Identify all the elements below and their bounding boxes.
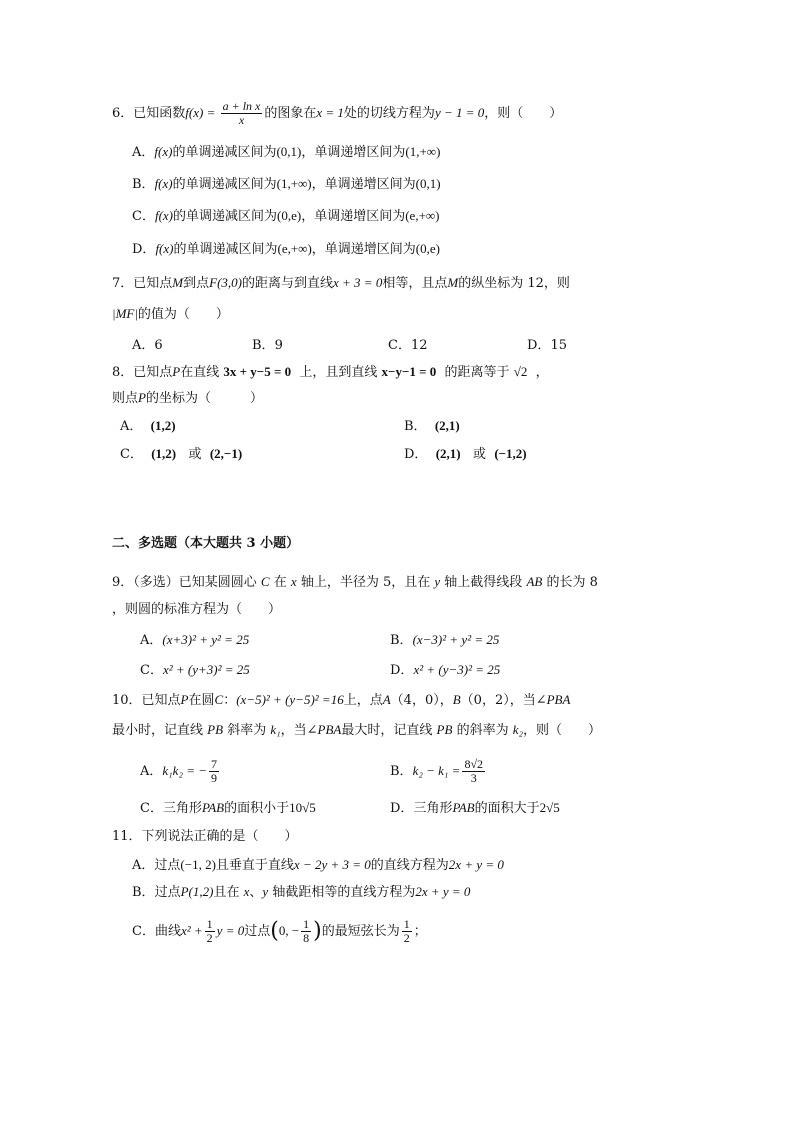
q9-text: 9．（多选）已知某圆圆心: [112, 575, 257, 590]
option-func: f(x): [154, 144, 173, 159]
q8-option-d[interactable]: [404, 444, 527, 465]
frac-num: 1: [303, 917, 310, 931]
option-or: 或: [188, 447, 202, 462]
q8-text: 的距离等于: [444, 365, 510, 380]
option-label: D．: [404, 447, 428, 462]
q9-option-b[interactable]: [390, 630, 499, 651]
option-value: 2√5: [539, 800, 560, 815]
q10-circle-eq: (x−5)² + (y−5)² =16: [236, 692, 344, 707]
q11-stem: 11．下列说法正确的是（ ）: [112, 829, 298, 844]
q10-text: ，则（ ）: [523, 723, 602, 738]
frac-num: 8√2: [464, 757, 484, 771]
option-text: 三角形: [413, 801, 453, 816]
q6-eq: y − 1 = 0: [434, 105, 485, 120]
q6-text-c: 处的切线方程为: [343, 106, 435, 121]
q8-distance: √2: [513, 364, 528, 379]
q10-option-b[interactable]: [390, 758, 487, 785]
option-label: C．: [140, 801, 163, 816]
q10-text: 10．已知点: [112, 693, 181, 708]
option-point: P(1,2): [180, 884, 214, 899]
q11-option-c[interactable]: [132, 918, 427, 945]
option-curve: y = 0: [216, 923, 245, 938]
option-label: A．: [132, 145, 155, 160]
option-label: B．: [390, 633, 413, 648]
q9-option-a[interactable]: [140, 630, 249, 651]
option-value: (2,1): [434, 418, 460, 433]
option-text: 的面积大于: [474, 801, 540, 816]
q7-text: 到点: [183, 276, 210, 291]
option-value: (2,1): [435, 446, 461, 461]
option-text: 的单调递减区间为: [173, 242, 278, 257]
left-paren: (: [270, 918, 279, 944]
option-value: (−1,2): [494, 446, 527, 461]
option-expr: (x−3)² + y² = 25: [412, 632, 500, 647]
q10-text: 最大时，记直线: [341, 723, 433, 738]
section-heading: 二、多选题（本大题共 3 小题）: [112, 536, 300, 551]
option-value: 6: [154, 338, 163, 353]
q10-text: ，当: [280, 723, 307, 738]
q8-text: 8．已知点: [112, 365, 173, 380]
option-expr: k₂ − k₁ =: [412, 763, 461, 778]
q7-text: 7．已知点: [112, 276, 173, 291]
frac-den: 2: [403, 931, 410, 945]
option-text: 轴截距相等的直线方程为: [272, 885, 416, 900]
option-text: 过点: [244, 924, 271, 939]
option-label: C．: [120, 447, 143, 462]
option-label: D．: [527, 338, 551, 353]
option-text: 且在: [213, 885, 240, 900]
option-expr: (x+3)² + y² = 25: [162, 632, 250, 647]
q10-point-p: P: [180, 692, 189, 707]
q7-line: x + 3 = 0: [333, 275, 383, 290]
option-interval: (1,+∞): [405, 144, 441, 159]
option-fraction: [301, 918, 311, 945]
q7-point-m: M: [447, 275, 459, 290]
q9-x: x: [290, 574, 297, 589]
q8-option-b[interactable]: [404, 416, 460, 437]
option-or: 或: [473, 447, 487, 462]
q10-pb: PB: [207, 722, 224, 737]
option-expr: x² + (y+3)² = 25: [162, 662, 250, 677]
option-text: 的直线方程为: [370, 858, 449, 873]
option-value: 9: [274, 338, 283, 353]
q10-point-a: A: [382, 692, 391, 707]
option-triangle: PAB: [201, 800, 225, 815]
q8-text: 上，且到直线: [299, 365, 378, 380]
option-label: C．: [388, 338, 411, 353]
q9-ab: AB: [526, 574, 543, 589]
option-fraction: [205, 918, 215, 945]
option-label: C．: [140, 663, 163, 678]
q6-func: f(x) =: [185, 105, 219, 120]
option-label: A．: [120, 419, 143, 434]
q7-text: 的值为（ ）: [137, 307, 229, 322]
q10-text: ：: [223, 693, 237, 708]
q10-angle: ∠PBA: [535, 692, 571, 707]
option-interval: (1,+∞): [276, 176, 312, 191]
option-text: 曲线: [154, 924, 181, 939]
option-text: ，单调递增区间为: [301, 209, 406, 224]
option-value: (1,2): [150, 418, 176, 433]
q7-stem-line2: [112, 304, 229, 325]
q9-y: y: [434, 574, 441, 589]
q10-text: 在圆: [188, 693, 215, 708]
q6-frac-num: a + ln x: [222, 99, 261, 113]
option-fraction: [402, 918, 412, 945]
q9-text: 在: [273, 575, 287, 590]
option-answer: 2x + y = 0: [448, 857, 504, 872]
option-text: 的最短弦长为: [321, 924, 400, 939]
q10-stem-line1: [112, 690, 570, 711]
option-triangle: PAB: [452, 800, 475, 815]
q8-text: 在直线: [180, 365, 220, 380]
option-label: B．: [132, 885, 155, 900]
option-interval: (0,1): [415, 176, 441, 191]
option-value: (2,−1): [209, 446, 243, 461]
q6-option-a[interactable]: [132, 142, 440, 163]
q9-text: 轴上截得线段: [444, 575, 523, 590]
option-text: 且垂直于直线: [215, 858, 294, 873]
option-curve: x² +: [180, 923, 203, 938]
option-value: 10√5: [289, 800, 316, 815]
frac-den: 9: [211, 771, 218, 785]
option-label: B．: [404, 419, 427, 434]
q11-option-a[interactable]: [132, 855, 504, 876]
q7-option-b[interactable]: [252, 336, 283, 356]
option-label: C．: [132, 209, 155, 224]
q8-text: ，: [535, 365, 549, 380]
q10-text: 最小时，记直线: [112, 723, 204, 738]
q9-option-d[interactable]: [390, 660, 500, 681]
option-fraction: [462, 758, 485, 785]
q9-text: 的长为 8: [546, 575, 598, 590]
q7-point-m: M: [172, 275, 184, 290]
q7-option-a[interactable]: [132, 336, 163, 356]
option-interval: (0,e): [277, 208, 302, 223]
option-text: 的单调递减区间为: [173, 209, 278, 224]
q9-stem-line2: ，则圆的标准方程为（ ）: [112, 602, 282, 617]
q7-option-d[interactable]: [527, 336, 567, 356]
q6-stem: [112, 100, 562, 127]
option-text: 过点: [154, 858, 181, 873]
option-label: C．: [132, 924, 155, 939]
q10-text: 上，点: [343, 693, 383, 708]
q10-option-a[interactable]: [140, 758, 221, 785]
option-text: 的单调递减区间为: [172, 177, 277, 192]
q6-option-c[interactable]: [132, 206, 440, 227]
q7-abs-mf: |MF|: [112, 306, 138, 321]
option-text: 的面积小于: [224, 801, 290, 816]
q11-option-b[interactable]: [132, 882, 470, 903]
q10-stem-line2: [112, 720, 601, 741]
option-text: ，单调递增区间为: [301, 145, 406, 160]
option-label: D．: [132, 242, 156, 257]
option-text: 的单调递减区间为: [172, 145, 277, 160]
option-value: 12: [410, 338, 428, 353]
option-label: B．: [132, 177, 155, 192]
option-y: y: [262, 884, 269, 899]
option-line: x − 2y + 3 = 0: [293, 857, 371, 872]
option-point: 0, −: [278, 923, 300, 938]
frac-den: 2: [206, 931, 213, 945]
q10-text: （0，2），当: [460, 693, 536, 708]
q8-line1: 3x + y−5 = 0: [223, 364, 292, 379]
q10-point-b: B: [452, 692, 461, 707]
option-text: 、: [249, 885, 263, 900]
right-paren: ): [313, 918, 322, 944]
q7-option-c[interactable]: [388, 336, 428, 356]
option-text: 过点: [154, 885, 181, 900]
option-label: A．: [140, 633, 163, 648]
q8-point-p: P: [172, 364, 181, 379]
frac-num: 1: [403, 917, 410, 931]
q7-text: 的距离与到直线: [242, 276, 334, 291]
option-interval: (e,+∞): [405, 208, 440, 223]
option-answer: 2x + y = 0: [415, 884, 471, 899]
option-label: A．: [140, 764, 163, 779]
q10-text: 的斜率为: [456, 723, 509, 738]
q6-option-d[interactable]: [132, 239, 440, 260]
q9-center: C: [260, 574, 270, 589]
option-text: ，单调递增区间为: [311, 177, 416, 192]
q6-text-b: 的图象在: [264, 106, 317, 121]
option-text: ，单调递增区间为: [311, 242, 416, 257]
q10-circle-c: C: [214, 692, 224, 707]
option-interval: (e,+∞): [277, 241, 312, 256]
option-func: f(x): [154, 176, 173, 191]
option-interval: (0,1): [276, 144, 302, 159]
option-expr: x² + (y−3)² = 25: [413, 662, 501, 677]
option-x: x: [243, 884, 250, 899]
q7-text: 相等，且点: [382, 276, 448, 291]
q9-stem-line1: [112, 572, 598, 593]
option-label: D．: [390, 663, 414, 678]
option-text: ；: [413, 924, 427, 939]
q8-line2: x−y−1 = 0: [381, 364, 437, 379]
q10-text: （4，0），: [390, 693, 453, 708]
q8-point-p: P: [138, 390, 146, 405]
q6-text: 6．已知函数: [112, 106, 186, 121]
option-func: f(x): [155, 241, 174, 256]
q10-option-d[interactable]: [390, 798, 560, 819]
option-label: D．: [390, 801, 414, 816]
option-label: B．: [390, 764, 413, 779]
q6-fraction: [221, 100, 263, 127]
option-func: f(x): [154, 208, 173, 223]
q6-cond: x = 1: [316, 105, 344, 120]
q9-text: 轴上，半径为 5，且在: [300, 575, 431, 590]
q6-text-d: ，则（ ）: [484, 106, 563, 121]
q10-option-c[interactable]: [140, 798, 316, 819]
option-point: (−1, 2): [180, 857, 216, 872]
frac-den: 8: [303, 931, 310, 945]
q10-angle: ∠PBA: [306, 722, 342, 737]
option-expr: k₁k₂ = −: [162, 763, 208, 778]
q8-stem-line1: [112, 362, 549, 383]
option-interval: (0,e): [415, 241, 440, 256]
q7-point-f: F(3,0): [209, 275, 242, 290]
q10-k2: k₂: [512, 722, 524, 737]
frac-num: 1: [206, 917, 213, 931]
frac-den: 3: [470, 771, 477, 785]
q9-option-c[interactable]: [140, 660, 250, 681]
q10-k1: k₁: [270, 722, 281, 737]
q8-option-a[interactable]: [120, 416, 176, 437]
option-text: 三角形: [162, 801, 202, 816]
option-label: A．: [132, 858, 155, 873]
q7-stem-line1: [112, 273, 570, 294]
option-label: A．: [132, 338, 155, 353]
option-label: B．: [252, 338, 275, 353]
q6-frac-den: x: [238, 113, 245, 127]
q10-text: 斜率为: [227, 723, 267, 738]
q8-stem-line2: [112, 388, 263, 409]
option-value: (1,2): [151, 446, 177, 461]
q7-text: 的纵坐标为 12，则: [458, 276, 570, 291]
option-value: 15: [550, 338, 567, 353]
frac-num: 7: [211, 757, 218, 771]
option-fraction: [209, 758, 219, 785]
q8-text: 的坐标为（ ）: [145, 391, 263, 406]
q10-pb: PB: [436, 722, 453, 737]
q8-option-c[interactable]: [120, 444, 242, 465]
q8-text: 则点: [112, 391, 139, 406]
q6-option-b[interactable]: [132, 174, 441, 195]
